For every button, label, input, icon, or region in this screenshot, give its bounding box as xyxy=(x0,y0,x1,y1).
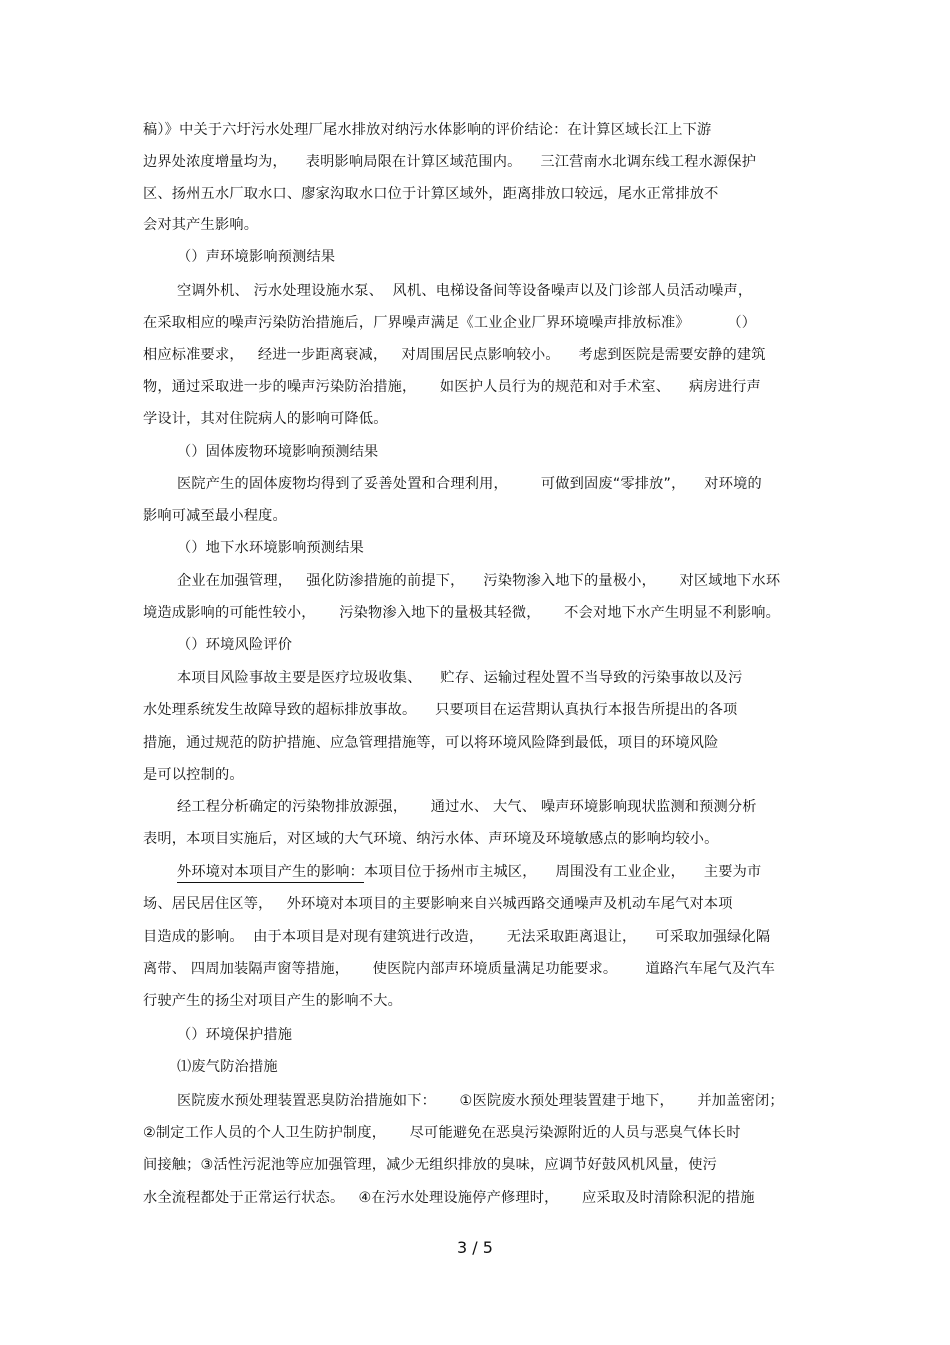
text-line: 境造成影响的可能性较小， 污染物渗入地下的量极其轻微， 不会对地下水产生明显不利影响。 xyxy=(143,605,780,621)
text-line: 会对其产生影响。 xyxy=(143,217,259,233)
text-line: 医院产生的固体废物均得到了妥善处置和合理利用， 可做到固废“零排放”， 对环境的 xyxy=(177,476,762,492)
text-line: 医院废水预处理装置恶臭防治措施如下： ①医院废水预处理装置建于地下， 并加盖密闭； xyxy=(177,1093,784,1109)
section-heading: （）固体废物环境影响预测结果 xyxy=(177,444,379,460)
text-line: ②制定工作人员的个人卫生防护制度， 尽可能避免在恶臭污染源附近的人员与恶臭气体长时 xyxy=(143,1125,741,1141)
text-line: 水处理系统发生故障导致的超标排放事故。 只要项目在运营期认真执行本报告所提出的各项 xyxy=(143,702,738,718)
subsection-heading: ⑴废气防治措施 xyxy=(177,1059,278,1075)
text-line: 行驶产生的扬尘对项目产生的影响不大。 xyxy=(143,993,402,1009)
page-number: 3 / 5 xyxy=(457,1238,493,1257)
text-line: 表明，本项目实施后，对区域的大气环境、纳污水体、声环境及环境敏感点的影响均较小。 xyxy=(143,831,719,847)
text-line: 是可以控制的。 xyxy=(143,767,244,783)
text-line: 相应标准要求， 经进一步距离衰减， 对周围居民点影响较小。 考虑到医院是需要安静的建筑 xyxy=(143,347,766,363)
section-heading: （）声环境影响预测结果 xyxy=(177,249,336,265)
text-line: 影响可减至最小程度。 xyxy=(143,508,287,524)
text-line: 场、居民居住区等， 外环境对本项目的主要影响来自兴城西路交通噪声及机动车尾气对本项 xyxy=(143,896,733,912)
text-line: 物，通过采取进一步的噪声污染防治措施， 如医护人员行为的规范和对手术室、 病房进行声 xyxy=(143,379,761,395)
text-line: 边界处浓度增量均为， 表明影响局限在计算区域范围内。 三江营南水北调东线工程水源保护 xyxy=(143,154,757,170)
text-line: 学设计，其对住院病人的影响可降低。 xyxy=(143,411,388,427)
text-line: 措施，通过规范的防护措施、应急管理措施等，可以将环境风险降到最低，项目的环境风险 xyxy=(143,735,719,751)
section-heading: （）环境风险评价 xyxy=(177,637,293,653)
text-line: 本项目风险事故主要是医疗垃圾收集、 贮存、运输过程处置不当导致的污染事故以及污 xyxy=(177,670,743,686)
underlined-heading-text: 外环境对本项目产生的影响： xyxy=(177,864,364,883)
text-line: 间接触；③活性污泥池等应加强管理，减少无组织排放的臭味，应调节好鼓风机风量，使污 xyxy=(143,1157,718,1173)
text-line: 目造成的影响。 由于本项目是对现有建筑进行改造， 无法采取距离退让， 可采取加强绿化隔 xyxy=(143,929,771,945)
text-line: 企业在加强管理， 强化防渗措施的前提下， 污染物渗入地下的量极小， 对区域地下水环 xyxy=(177,573,781,589)
text-line: 在采取相应的噪声污染防治措施后，厂界噪声满足《工业企业厂界环境噪声排放标准》 （） xyxy=(143,315,757,331)
section-heading: （）地下水环境影响预测结果 xyxy=(177,540,365,556)
section-heading: （）环境保护措施 xyxy=(177,1027,293,1043)
text-line: 水全流程都处于正常运行状态。 ④在污水处理设施停产修理时， 应采取及时清除积泥的措施 xyxy=(143,1190,755,1206)
text-line: 稿）》中关于六圩污水处理厂尾水排放对纳污水体影响的评价结论：在计算区域长江上下游 xyxy=(143,122,712,138)
underlined-heading xyxy=(177,862,761,882)
text-line-continuation: 本项目位于扬州市主城区， 周围没有工业企业， 主要为市 xyxy=(364,864,762,880)
text-line: 经工程分析确定的污染物排放源强， 通过水、 大气、 噪声环境影响现状监测和预测分析 xyxy=(177,799,757,815)
text-line: 空调外机、 污水处理设施水泵、 风机、电梯设备间等设备噪声以及门诊部人员活动噪声， xyxy=(177,283,753,299)
text-line: 区、扬州五水厂取水口、廖家沟取水口位于计算区域外，距离排放口较远，尾水正常排放不 xyxy=(143,186,719,202)
text-line: 离带、 四周加装隔声窗等措施， 使医院内部声环境质量满足功能要求。 道路汽车尾气及汽车 xyxy=(143,961,776,977)
